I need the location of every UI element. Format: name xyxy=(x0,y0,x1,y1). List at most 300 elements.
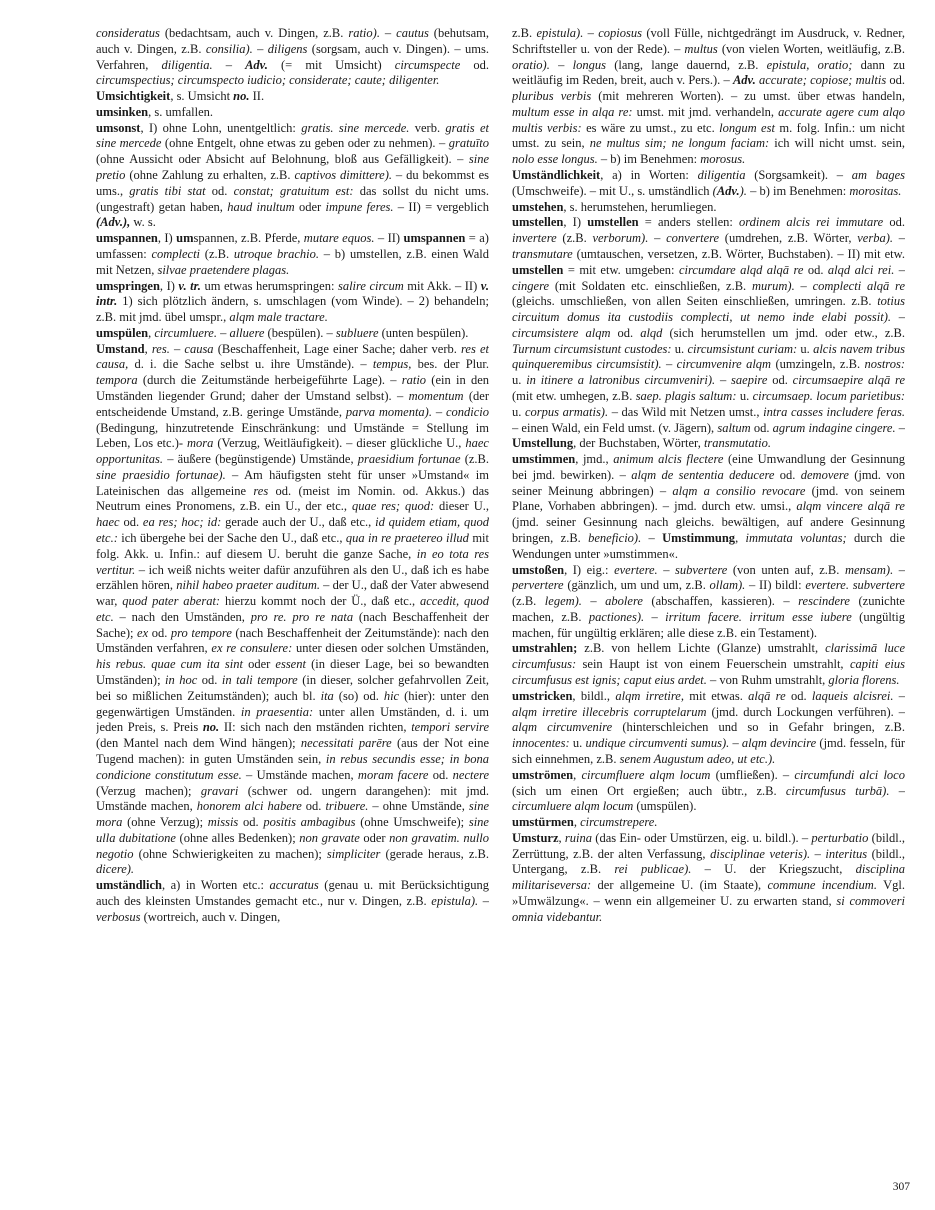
latin-term: epistula). – copiosus xyxy=(536,26,642,40)
entry-text: sein Haupt ist von einem Feuerschein umstrahlt, xyxy=(576,657,850,672)
entry-text: II. xyxy=(249,89,265,104)
latin-term: gratis. sine mercede. xyxy=(301,120,410,135)
dictionary-entry xyxy=(512,768,905,815)
entry-continuation xyxy=(512,26,905,168)
dictionary-entry xyxy=(96,279,489,326)
latin-term: clarissimā luce circumfusus: xyxy=(512,641,905,672)
entry-text: , jmd., xyxy=(575,452,614,467)
latin-term: pluribus verbis xyxy=(512,89,592,104)
entry-text: (mit mehreren Worten). – zu umst. über etwas handeln, xyxy=(591,89,905,104)
entry-text: unter allen Umständen, d. i. um jeden Preis, s. Preis xyxy=(96,704,489,735)
headword: umspülen xyxy=(96,325,149,340)
entry-text: od. xyxy=(886,73,905,88)
entry-text: ich übergehe bei der Sache den U., daß etc., xyxy=(117,531,346,545)
latin-term: evertere. – subvertere xyxy=(614,562,728,577)
entry-text: (jmd. fesseln, für sich einnehmen, z.B. xyxy=(512,736,905,766)
headword: umstrahlen; xyxy=(512,641,578,656)
latin-term: animum alcis flectere xyxy=(613,452,724,467)
latin-term: res xyxy=(253,483,269,498)
latin-term: longum est xyxy=(719,120,775,135)
entry-text: (ohne Aussicht oder Absicht auf Belohnung, bloß aus Gefälligkeit). – xyxy=(96,152,469,167)
latin-term: alqm de sententia deducere xyxy=(631,467,775,482)
entry-text: 1) sich plötzlich ändern, s. umschlagen (vom Winde). – 2) behandeln; z.B. mit jmd. übel umspr., xyxy=(96,294,489,325)
latin-term: senem Augustum adeo, ut etc.). xyxy=(619,751,776,766)
headword: umsonst xyxy=(96,120,141,135)
entry-text: , xyxy=(735,531,746,545)
latin-term: epistula, oratio; xyxy=(766,57,853,72)
headword: umspannen xyxy=(96,231,158,246)
latin-term: subluere xyxy=(335,325,379,340)
entry-text: od. xyxy=(238,815,264,830)
entry-text: (gleichs. umschließen, von allen Seiten einschließen, umringen. z.B. xyxy=(512,294,878,309)
headword: Umsichtigkeit xyxy=(96,89,171,104)
latin-term: ). xyxy=(739,183,747,198)
entry-text: (z.B. xyxy=(200,246,234,261)
latin-term: nolo esse longus. xyxy=(512,152,598,167)
latin-term: rescindere xyxy=(798,594,850,609)
bold-term: um xyxy=(176,231,194,246)
latin-term: immutata voluntas; xyxy=(745,531,847,545)
latin-term: nectere xyxy=(452,767,489,782)
latin-term: disciplinae veteris). – interitus xyxy=(710,846,868,861)
entry-text: verb. xyxy=(409,120,446,135)
entry-text: , xyxy=(144,341,152,356)
latin-term: parva momenta). – condicio xyxy=(345,404,489,419)
entry-text: od. xyxy=(750,420,773,435)
latin-term: accurate agere cum alqo multis verbis: xyxy=(512,104,905,135)
dictionary-entry xyxy=(96,326,489,342)
entry-text: (ohne Entgelt, ohne etwas zu geben oder zu nehmen). – xyxy=(161,136,449,151)
latin-term: verba). – transmutare xyxy=(512,231,905,261)
latin-term: silvae praetendere plagas. xyxy=(157,262,290,277)
entry-text: , xyxy=(148,325,155,340)
latin-term: beneficio). xyxy=(588,531,642,545)
latin-term: Turnum circumsistunt custodes: xyxy=(512,341,672,356)
entry-text: (gerade heraus, z.B. xyxy=(380,846,489,861)
latin-term: circumspectius; circumspecto iudicio; considerate; caute; diligenter. xyxy=(96,73,440,88)
entry-text: – Umstände machen, xyxy=(241,767,358,782)
entry-text: (nach Beschaffenheit der Sache); xyxy=(96,609,489,640)
entry-text: bes. der Plur. xyxy=(411,357,489,372)
entry-text: (von unten auf, z.B. xyxy=(727,562,845,577)
latin-term: res. – causa xyxy=(151,341,214,356)
entry-text: Am häufigsten steht für unser »Umstand« im Lateinischen das allgemeine xyxy=(96,467,489,498)
entry-text: (umspülen). xyxy=(633,799,697,814)
latin-term: sine praesidio fortunae). – xyxy=(96,467,239,482)
latin-term: circumfluere alqm locum xyxy=(581,767,711,782)
latin-term: multus xyxy=(684,41,718,56)
latin-term: in eo tota res vertitur. xyxy=(96,546,489,577)
entry-text: umst. mit jmd. verhandeln, xyxy=(632,104,779,119)
entry-text: od. xyxy=(767,373,793,388)
entry-text: (mit Soldaten etc. einschließen, z.B. xyxy=(549,278,752,293)
entry-text: , s. umfallen. xyxy=(148,104,214,119)
entry-text: od. xyxy=(119,515,143,530)
dictionary-entry xyxy=(512,452,905,562)
entry-text: od. xyxy=(883,215,905,230)
latin-term: accedit, quod etc. xyxy=(96,594,489,624)
latin-term: quod pater aberat: xyxy=(122,594,221,609)
latin-term: positis ambagibus xyxy=(263,815,356,830)
latin-term: id quidem etiam, quod etc.: xyxy=(96,515,489,545)
entry-text: m. folg. Infin.: um nicht umst. zu sein, xyxy=(512,120,905,151)
headword: umstricken xyxy=(512,688,573,703)
latin-term: ita xyxy=(320,688,334,703)
entry-text: = mit etw. umgeben: xyxy=(563,262,679,277)
latin-term: saltum xyxy=(717,420,751,435)
latin-term: ordinem alcis rei immutare xyxy=(739,215,884,230)
entry-text: – der U., daß der Vater abwesend war, xyxy=(96,578,489,609)
headword: umstoßen xyxy=(512,562,565,577)
headword: umstehen xyxy=(512,199,564,214)
latin-term: alqm male tractare. xyxy=(229,310,328,325)
latin-term: hic xyxy=(383,688,400,703)
entry-text: (nach Beschaffenheit der Zeitumstände): nach den Umständen verfahren, xyxy=(96,625,489,656)
dictionary-entry xyxy=(96,342,489,879)
entry-text: – einen Wald, ein Feld umst. (v. Jägern), xyxy=(512,420,718,435)
latin-term: praesidium fortunae xyxy=(357,452,461,467)
latin-term: non gravatim. nullo negotio xyxy=(96,830,489,861)
latin-term: moram facere xyxy=(357,767,429,782)
entry-text: (Verzug machen); xyxy=(96,783,201,798)
entry-text: = anders stellen: xyxy=(638,215,740,230)
latin-term: morositas. xyxy=(849,183,902,198)
entry-text: (hinterschleichen und so in Gefahr bringen, z.B. xyxy=(612,720,905,735)
latin-term: tempus, xyxy=(372,357,412,372)
entry-text: u. xyxy=(797,341,814,356)
latin-term: commune incendium. xyxy=(767,878,877,893)
dictionary-entry xyxy=(512,831,905,926)
latin-term: sine ulla dubitatione xyxy=(96,815,489,845)
entry-text: (Sorgsamkeit). – xyxy=(745,168,852,183)
latin-term: qua in re praetereo illud xyxy=(345,531,469,545)
entry-text: (ohne alles Bedenken); xyxy=(175,830,300,845)
entry-text: (sorgsam, auch v. Dingen). – ums. Verfahren, xyxy=(96,41,489,72)
latin-term: sine pretio xyxy=(96,152,489,183)
entry-text: (ohne Verzug); xyxy=(122,815,208,830)
entry-text: w. s. xyxy=(130,215,156,230)
entry-text: , s. Umsicht xyxy=(170,89,234,104)
latin-term: captivos dimittere). – xyxy=(294,168,403,183)
latin-term: ratio). – cautus xyxy=(348,26,429,40)
latin-term: multum esse in alqa re: xyxy=(512,104,633,119)
headword: umständlich xyxy=(96,878,162,893)
entry-text: od. xyxy=(148,625,171,640)
headword: umspringen xyxy=(96,278,160,293)
entry-text: – b) im Benehmen: xyxy=(746,183,850,198)
latin-term: missis xyxy=(207,815,239,830)
latin-term: tempora xyxy=(96,373,138,388)
latin-term: ex xyxy=(137,625,149,640)
latin-term: circumdare alqd alqā re xyxy=(678,262,804,277)
entry-text: mit Akk. – II) xyxy=(403,278,481,293)
entry-text: (ein in den Umständen liegender Grund; daher der Umstand selbst). – xyxy=(96,373,489,403)
latin-term: necessitati parēre xyxy=(300,736,392,751)
latin-term: circumsaepire alqā re xyxy=(792,373,905,388)
latin-term: his rebus. quae cum ita sint xyxy=(96,657,243,672)
latin-term: in tali tempore xyxy=(221,673,298,688)
latin-term: gloria florens. xyxy=(828,673,900,688)
entry-text: (schwer od. ungern darangehen): mit jmd. Umstände machen, xyxy=(96,783,489,814)
latin-term: non gravate xyxy=(299,830,360,845)
latin-term: impune feres. xyxy=(325,199,394,214)
entry-text: , I) eig.: xyxy=(564,562,615,577)
entry-text: od. (meist im Nomin. od. Akkus.) das Neutrum eines Pronomens, z.B. ein U., der etc., xyxy=(96,483,489,514)
entry-text: , a) in Worten: xyxy=(600,168,698,183)
entry-text: hierzu kommt noch der Ü., daß etc., xyxy=(220,594,420,609)
entry-text: , a) in Worten etc.: xyxy=(162,878,270,893)
entry-text: – b) im Benehmen: xyxy=(597,152,701,167)
entry-text: (gänzlich, um und um, z.B. xyxy=(563,578,710,593)
entry-text: – ohne Umstände, xyxy=(368,799,469,814)
latin-term: circumstrepere. xyxy=(580,815,658,830)
entry-text: (umzingeln, z.B. xyxy=(771,357,865,372)
latin-term: circumspecte xyxy=(394,57,461,72)
latin-term: diligentia xyxy=(697,168,746,183)
bold-term: umstellen xyxy=(512,262,564,277)
entry-text: (durch die Zeitumstände herbeigeführte Lage). – xyxy=(137,373,402,388)
entry-text: d. i. die Sache selbst u. ihre Umstände). – xyxy=(128,357,373,372)
entry-text: , bildl., xyxy=(572,688,616,703)
latin-term: in itinere a latronibus circumveniri). – saepire xyxy=(526,373,768,388)
entry-text: , I) xyxy=(159,278,179,293)
latin-term: ollam). xyxy=(709,578,746,593)
entry-text: – von Ruhm umstrahlt, xyxy=(706,673,829,688)
latin-term: alqm vincere alqā re xyxy=(796,499,905,514)
latin-term: constat; gratuitum est: xyxy=(233,183,354,198)
entry-text: du bekommst es ums., xyxy=(96,168,489,198)
entry-text: , xyxy=(573,815,581,830)
latin-term: circumsaep. locum parietibus: xyxy=(752,388,905,403)
latin-term: pactiones). – irritum facere. irritum esse iubere xyxy=(588,609,852,624)
entry-text: unter diesen oder solchen Umständen, xyxy=(292,641,489,656)
entry-text: (z.B. xyxy=(556,231,593,246)
dictionary-entry xyxy=(512,689,905,768)
entry-text: ich will nicht umst. sein, xyxy=(769,136,905,151)
headword: umsinken xyxy=(96,104,149,119)
entry-text: (das Ein- oder Umstürzen, eig. u. bildl.). – xyxy=(592,830,812,845)
entry-text: (ohne Schwierigkeiten zu machen); xyxy=(133,846,327,861)
entry-text: (abschaffen, kassieren). – xyxy=(642,594,799,609)
entry-text: od. xyxy=(428,767,453,782)
latin-term: essent xyxy=(275,657,306,672)
latin-term: evertere. subvertere xyxy=(805,578,905,593)
latin-term: quae res; quod: xyxy=(351,499,435,514)
entry-text: od. xyxy=(803,262,828,277)
entry-text: od. xyxy=(301,799,326,814)
entry-text: (z.B. xyxy=(460,452,489,467)
bold-term: Umstimmung xyxy=(662,531,736,545)
latin-term: circumfusus turbā). – circumluere alqm locum xyxy=(512,783,905,814)
latin-term: legem). – abolere xyxy=(544,594,643,609)
latin-term: salire circum xyxy=(337,278,404,293)
entry-text: (behutsam, auch v. Dingen, z.B. xyxy=(96,26,489,56)
latin-term: dicere). xyxy=(96,862,135,877)
bold-term: umspannen xyxy=(403,231,466,246)
latin-term: sine mora xyxy=(96,799,489,830)
entry-text: od. xyxy=(205,183,234,198)
latin-term: pro re. pro re nata xyxy=(250,609,354,624)
latin-term: gravari xyxy=(200,783,239,798)
grammar-label: Adv. xyxy=(245,57,268,72)
entry-text: (Umschweife). – mit U., s. umständlich xyxy=(512,183,713,198)
entry-text: (umdrehen, z.B. Wörter, xyxy=(719,231,858,246)
entry-text: (der entscheidende Umstand, z.B. geringe Umstände, xyxy=(96,388,489,419)
latin-term: alqm irretire, xyxy=(615,688,684,703)
headword: Umstand xyxy=(96,341,145,356)
entry-text: , s. herumstehen, herumliegen. xyxy=(563,199,717,214)
headword: umstürmen xyxy=(512,815,574,830)
entry-text: (zunichte machen, z.B. xyxy=(512,594,905,624)
latin-term: pro tempore xyxy=(170,625,232,640)
entry-text: u. xyxy=(569,736,586,751)
entry-text: (Verzug, Weitläufigkeit). – dieser glückliche U., xyxy=(213,436,466,451)
entry-text: (eine Umwandlung der Gesinnung bei jmd. bewirken). – xyxy=(512,452,905,482)
left-column xyxy=(96,26,489,926)
entry-text: durch die Wendungen unter »umstimmen«. xyxy=(512,531,905,561)
entry-text: (bedachtsam, auch v. Dingen, z.B. xyxy=(159,26,349,40)
entry-text: oder xyxy=(294,199,326,214)
entry-text: (Beschaffenheit, Lage einer Sache; daher verb. xyxy=(213,341,462,356)
latin-term: simpliciter xyxy=(326,846,381,861)
entry-text: (jmd. von seinem Plane, Vorhaben abbringen). – jmd. durch etw. umsi., xyxy=(512,483,905,514)
latin-term: undique circumventi sumus). – alqm devincire xyxy=(585,736,817,751)
headword: Umständlichkeit xyxy=(512,168,601,183)
grammar-label: Adv. xyxy=(716,183,740,198)
latin-term: momentum xyxy=(408,388,464,403)
entry-text: od. xyxy=(197,673,222,688)
entry-text: – U. der Kriegszucht, xyxy=(691,862,856,877)
latin-term: accurate; copiose; multis xyxy=(758,73,887,88)
latin-term: rei publicae). xyxy=(614,862,692,877)
entry-text: (den Mantel nach dem Wind hängen); xyxy=(96,736,301,751)
dictionary-entry xyxy=(96,105,489,121)
latin-term: murum). – complecti alqā re xyxy=(751,278,905,293)
latin-term: alqm a consilio revocare xyxy=(672,483,806,498)
latin-term: gratis tibi stat xyxy=(129,183,206,198)
entry-text: – II) bildl: xyxy=(745,578,806,593)
entry-text: – xyxy=(641,531,663,545)
latin-term: in hoc xyxy=(165,673,198,688)
latin-term: epistula). – verbosus xyxy=(96,893,489,924)
entry-text: , I) xyxy=(157,231,177,246)
latin-term: alqā re xyxy=(748,688,786,703)
latin-term: ea res; hoc; id: xyxy=(142,515,222,530)
headword: umströmen xyxy=(512,767,574,782)
latin-term: disciplina militariseversa: xyxy=(512,862,905,893)
grammar-label: Adv. xyxy=(732,73,756,88)
dictionary-entry xyxy=(96,231,489,278)
latin-term: am bages xyxy=(851,168,905,183)
entry-text: oder xyxy=(242,657,276,672)
latin-term: complecti xyxy=(151,246,201,261)
latin-term: ratio xyxy=(401,373,427,388)
latin-term: ( xyxy=(712,183,717,198)
headword: umstimmen xyxy=(512,452,576,467)
headword: umstellen xyxy=(512,215,564,230)
latin-term: circumfundi alci loco xyxy=(794,767,905,782)
latin-term: in praesentia: xyxy=(240,704,314,719)
latin-term: circumsistunt curiam: xyxy=(687,341,798,356)
entry-text: mit folg. Akk. u. Infin.: auf diesem U. beruht die ganze Sache, xyxy=(96,531,489,561)
entry-text: z.B. xyxy=(512,26,537,40)
latin-term: consilia). – diligens xyxy=(205,41,308,56)
entry-text: gerade auch der U., daß etc., xyxy=(221,515,376,530)
entry-text: oder xyxy=(359,830,390,845)
grammar-label: no. xyxy=(233,89,250,104)
grammar-label: (Adv.), xyxy=(96,215,131,230)
entry-text: , der Buchstaben, Wörter, xyxy=(573,436,704,451)
latin-term: corpus armatis). xyxy=(524,404,609,419)
entry-text: (lang, lange dauernd, z.B. xyxy=(605,57,767,72)
latin-term: consideratus xyxy=(96,26,160,40)
latin-term: tribuere. xyxy=(325,799,369,814)
entry-text: es wäre zu umst., zu etc. xyxy=(581,120,720,135)
entry-text: od. xyxy=(610,325,641,340)
entry-text: II: sich nach den mständen richten, xyxy=(219,720,412,735)
entry-text: (wortreich, auch v. Dingen, xyxy=(140,909,281,924)
entry-text: od. xyxy=(785,688,812,703)
latin-term: gratis et sine mercede xyxy=(96,120,489,151)
entry-text: spannen, z.B. Pferde, xyxy=(193,231,304,246)
entry-text: , xyxy=(558,830,565,845)
latin-term: si commoveri omnia videbantur. xyxy=(512,893,905,924)
entry-text: – II) = vergeblich xyxy=(393,199,489,214)
latin-term: oratio). – longus xyxy=(512,57,606,72)
entry-text: Vgl. »Umwälzung«. – wenn ein allgemeiner U. zu erwarten stand, xyxy=(512,878,905,908)
entry-text: , I) ohne Lohn, unentgeltlich: xyxy=(140,120,302,135)
entry-text: dieser U., xyxy=(434,499,489,514)
latin-term: utroque brachio. xyxy=(233,246,320,261)
entry-text: – xyxy=(212,57,246,72)
entry-text: = a) umfassen: xyxy=(96,231,489,261)
entry-text: (voll Fülle, nichtgedrängt im Ausdruck, v. Redner, Schriftsteller u. von der Rede). – xyxy=(512,26,905,56)
entry-text: das sollst du nicht ums. (ungestraft) getan haben, xyxy=(96,183,489,214)
latin-term: haec xyxy=(96,515,120,530)
latin-term: saep. plagis saltum: xyxy=(635,388,737,403)
latin-term: mensam). – pervertere xyxy=(512,562,905,593)
entry-text: (umfließen). – xyxy=(710,767,795,782)
entry-text: (z.B. xyxy=(512,594,545,609)
entry-text: – b) umstellen, z.B. einen Wald mit Netzen, xyxy=(96,246,489,277)
entry-text: (sich um einen Ort ergießen; auch übtr., z.B. xyxy=(512,783,786,798)
grammar-label: v. tr. xyxy=(178,278,201,293)
entry-text: od. xyxy=(774,467,801,482)
latin-term: mora xyxy=(186,436,214,451)
entry-text: (sich herumstellen um jmd. oder etw., z.B. xyxy=(662,325,905,340)
entry-text: (genau u. mit Berücksichtigung auch des kleinsten Umstandes gemacht etc., nur v. Dingen, z.B. xyxy=(96,878,489,908)
latin-term: mutare equos. xyxy=(303,231,375,246)
entry-text: u. xyxy=(512,373,527,388)
entry-text: (ohne Zahlung zu erhalten, z.B. xyxy=(125,168,295,183)
latin-term: tempori servire xyxy=(411,720,489,735)
dictionary-entry xyxy=(96,89,489,105)
entry-text: dann zu weitläufig im Reden, breit, auch v. Pers.). – xyxy=(512,57,905,88)
entry-text: z.B. von hellem Lichte (Glanze) umstrahlt, xyxy=(577,641,826,656)
entry-text: mit etwas. xyxy=(683,688,749,703)
dictionary-entry xyxy=(96,878,489,925)
latin-term: accuratus xyxy=(269,878,319,893)
entry-text: (ohne Umschweife); xyxy=(355,815,469,830)
latin-term: intra casses includere feras. xyxy=(763,404,905,419)
latin-term: agrum indagine cingere. xyxy=(772,420,896,435)
entry-text: od. xyxy=(460,57,489,72)
latin-term: invertere xyxy=(512,231,557,246)
latin-term: circumluere. – alluere xyxy=(154,325,265,340)
entry-text: (jmd. von seiner Meinung abbringen) – xyxy=(512,467,905,498)
entry-text: – äußere (begünstigende) Umstände, xyxy=(163,452,358,467)
dictionary-entry xyxy=(512,641,905,688)
